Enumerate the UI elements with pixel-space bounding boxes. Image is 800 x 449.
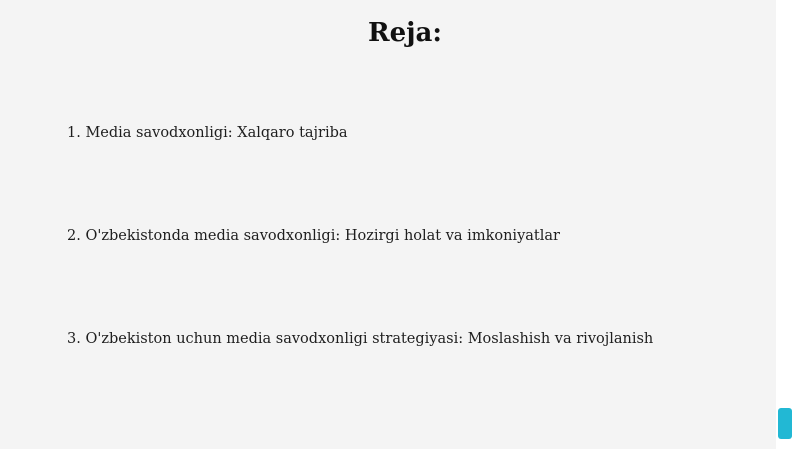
scrollbar-handle[interactable] [778, 408, 792, 439]
plan-item-1: 1. Media savodxonligi: Xalqaro tajriba [67, 125, 348, 141]
plan-item-3: 3. O'zbekiston uchun media savodxonligi strategiyasi: Moslashish va rivojlanish [67, 331, 654, 347]
scrollbar-track[interactable] [776, 0, 800, 449]
slide-title: Reja: [367, 18, 442, 48]
plan-item-2: 2. O'zbekistonda media savodxonligi: Hozirgi holat va imkoniyatlar [67, 228, 560, 244]
